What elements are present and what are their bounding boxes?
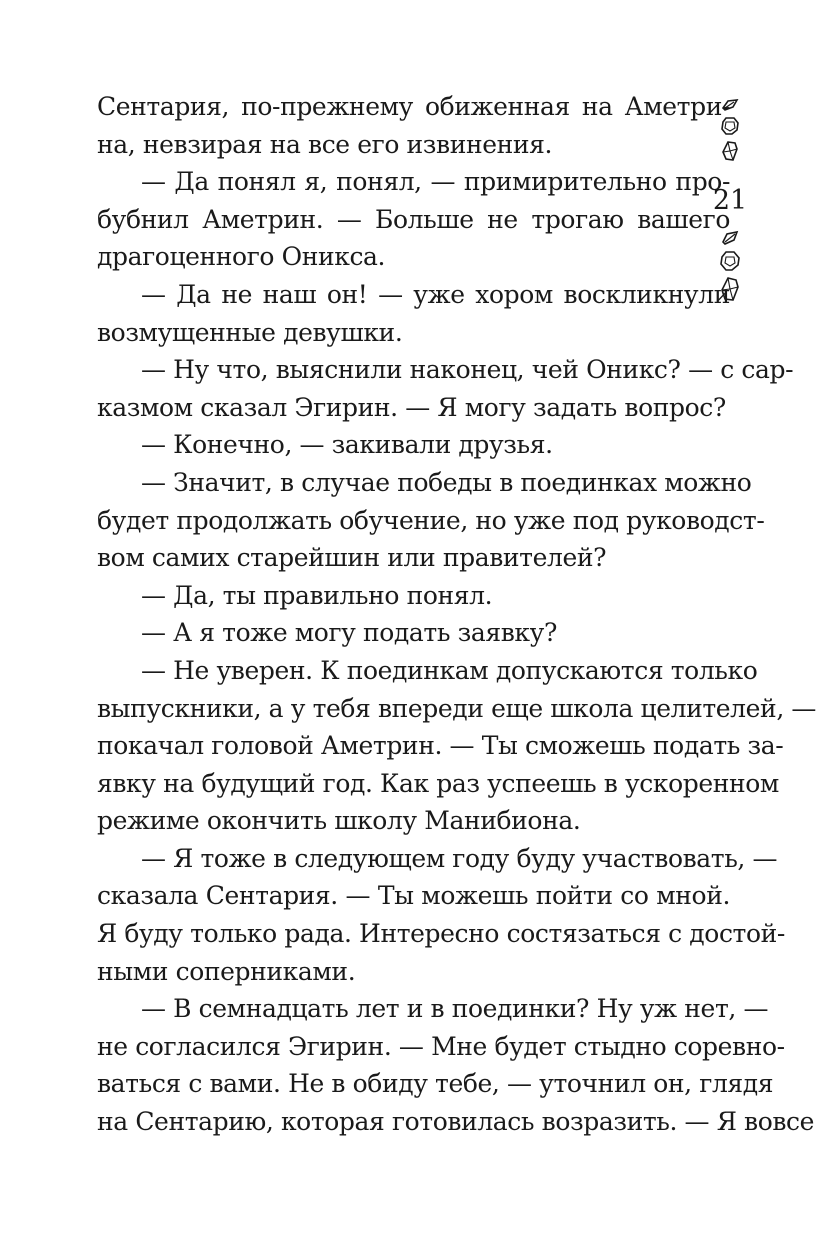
text-line: — Ну что, выяснили наконец, чей Оникс? — с сар-: [141, 355, 794, 385]
text-line: выпускники, а у тебя впереди еще школа целителей, —: [97, 693, 817, 723]
text-line: — Я тоже в следующем году буду участвовать, —: [141, 843, 778, 873]
text-line: — Конечно, — закивали друзья.: [141, 430, 553, 460]
text-line: возмущенные девушки.: [97, 317, 403, 347]
text-line: Я буду только рада. Интересно состязаться с достой-: [97, 919, 785, 949]
text-line: ными соперниками.: [97, 956, 356, 986]
text-line: вом самих старейшин или правителей?: [97, 543, 607, 573]
gem-crystal-icon: [721, 140, 739, 162]
text-line: явку на будущий год. Как раз успеешь в ускоренном: [97, 768, 779, 798]
text-line: — Да, ты правильно понял.: [141, 580, 493, 610]
text-line: Сентария, по-прежнему обиженная на Аметри-: [97, 92, 730, 121]
text-line: — В семнадцать лет и в поединки? Ну уж нет, —: [141, 994, 769, 1024]
text-line: на Сентарию, которая готовилась возразить. — Я вовсе: [97, 1107, 815, 1137]
text-line: не согласился Эгирин. — Мне будет стыдно соревно-: [97, 1031, 785, 1061]
gem-octagon-icon: [719, 250, 741, 272]
gem-crystal-icon: [720, 276, 740, 302]
text-line: — А я тоже могу подать заявку?: [141, 618, 557, 648]
gem-ornament-bottom: [718, 230, 742, 306]
text-line: драгоценного Оникса.: [97, 242, 386, 272]
text-line: сказала Сентария. — Ты можешь пойти со мной.: [97, 881, 730, 911]
text-line: казмом сказал Эгирин. — Я могу задать вопрос?: [97, 392, 726, 422]
text-line: покачал головой Аметрин. — Ты сможешь подать за-: [97, 731, 784, 761]
gem-leaf-icon: [721, 230, 739, 246]
text-line: бубнил Аметрин. — Больше не трогаю вашего: [97, 204, 730, 234]
text-line: — Значит, в случае победы в поединках можно: [141, 467, 752, 497]
text-line: — Да понял я, понял, — примирительно про-: [141, 167, 730, 197]
gem-octagon-icon: [720, 116, 740, 136]
text-line: будет продолжать обучение, но уже под руководст-: [97, 505, 765, 535]
text-line: — Да не наш он! — уже хором воскликнули: [141, 279, 730, 309]
body-text: [97, 88, 817, 1141]
text-line: — Не уверен. К поединкам допускаются только: [141, 655, 758, 685]
text-line: на, невзирая на все его извинения.: [97, 129, 553, 159]
text-line: режиме окончить школу Манибиона.: [97, 806, 581, 836]
gem-ornament-top: [718, 98, 742, 166]
text-line: ваться с вами. Не в обиду тебе, — уточнил он, глядя: [97, 1069, 774, 1099]
page-number: 21: [712, 185, 748, 216]
page-margin-ornament: [704, 98, 760, 318]
gem-leaf-icon: [721, 98, 739, 112]
